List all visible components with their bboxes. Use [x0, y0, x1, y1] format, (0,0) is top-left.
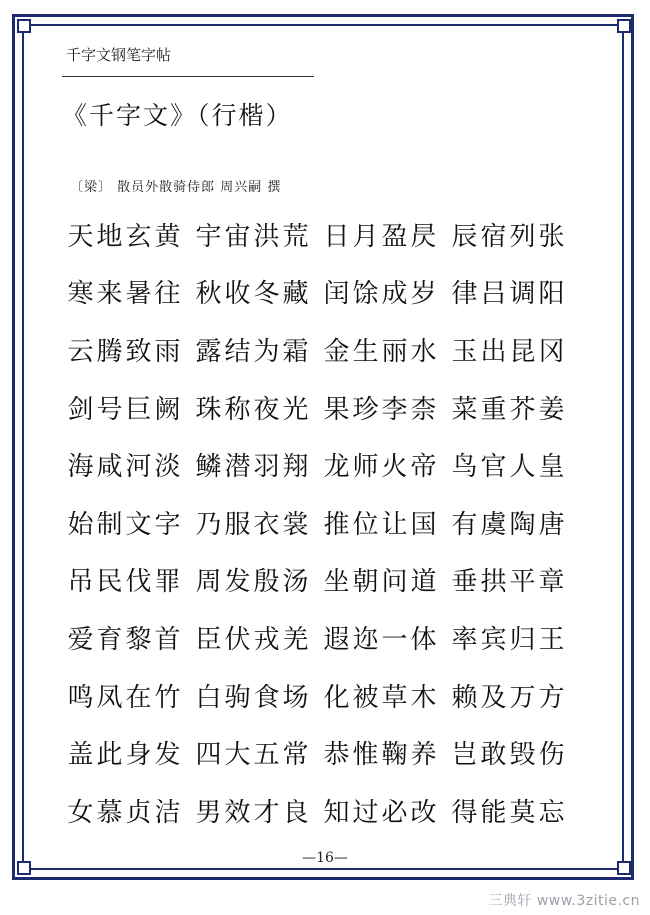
- calligraphy-character: 伤: [538, 740, 565, 771]
- calligraphy-character: 育: [96, 624, 123, 655]
- calligraphy-character: 场: [282, 682, 309, 713]
- calligraphy-character: 金: [323, 336, 350, 367]
- calligraphy-character: 鳞: [195, 452, 222, 483]
- calligraphy-character: 女: [67, 797, 94, 828]
- phrase-group: [446, 567, 574, 598]
- phrase-group: [318, 567, 446, 598]
- calligraphy-character: 莫: [509, 797, 536, 828]
- phrase-group: [446, 452, 574, 483]
- calligraphy-character: 珍: [352, 394, 379, 425]
- calligraphy-character: 辰: [451, 221, 478, 252]
- calligraphy-character: 柰: [410, 394, 437, 425]
- calligraphy-character: 殷: [253, 567, 280, 598]
- phrase-group: [62, 740, 190, 771]
- phrase-group: [62, 336, 190, 367]
- calligraphy-character: 珠: [195, 394, 222, 425]
- phrase-group: [318, 797, 446, 828]
- phrase-group: [446, 740, 574, 771]
- calligraphy-character: 地: [96, 221, 123, 252]
- header-divider: [62, 76, 314, 77]
- calligraphy-character: 体: [410, 624, 437, 655]
- calligraphy-character: 及: [480, 682, 507, 713]
- phrase-group: [190, 682, 318, 713]
- phrase-group: [190, 452, 318, 483]
- calligraphy-character: 首: [154, 624, 181, 655]
- page-number: —16—: [302, 850, 348, 866]
- calligraphy-character: 菜: [451, 394, 478, 425]
- calligraphy-character: 霜: [282, 336, 309, 367]
- text-row: [62, 323, 574, 381]
- calligraphy-character: 闰: [323, 279, 350, 310]
- border-corner-ornament: [617, 19, 631, 33]
- calligraphy-character: 羌: [282, 624, 309, 655]
- calligraphy-character: 黄: [154, 221, 181, 252]
- calligraphy-character: 章: [538, 567, 565, 598]
- phrase-group: [62, 624, 190, 655]
- book-header-title: 千字文钢笔字帖: [66, 46, 172, 64]
- calligraphy-character: 国: [410, 509, 437, 540]
- phrase-group: [446, 279, 574, 310]
- phrase-group: [190, 509, 318, 540]
- calligraphy-character: 万: [509, 682, 536, 713]
- calligraphy-character: 日: [323, 221, 350, 252]
- calligraphy-character: 宙: [224, 221, 251, 252]
- calligraphy-character: 盖: [67, 740, 94, 771]
- phrase-group: [190, 567, 318, 598]
- calligraphy-character: 才: [253, 797, 280, 828]
- phrase-group: [318, 279, 446, 310]
- calligraphy-character: 敢: [480, 740, 507, 771]
- calligraphy-character: 师: [352, 452, 379, 483]
- calligraphy-character: 平: [509, 567, 536, 598]
- calligraphy-character: 荒: [282, 221, 309, 252]
- calligraphy-character: 虞: [480, 509, 507, 540]
- calligraphy-character: 推: [323, 509, 350, 540]
- calligraphy-character: 皇: [538, 452, 565, 483]
- phrase-group: [190, 279, 318, 310]
- calligraphy-character: 李: [381, 394, 408, 425]
- calligraphy-character: 垂: [451, 567, 478, 598]
- calligraphy-character: 吕: [480, 279, 507, 310]
- phrase-group: [190, 740, 318, 771]
- calligraphy-character: 洁: [154, 797, 181, 828]
- calligraphy-character: 秋: [195, 279, 222, 310]
- calligraphy-character: 毁: [509, 740, 536, 771]
- calligraphy-character: 重: [480, 394, 507, 425]
- calligraphy-character: 姜: [538, 394, 565, 425]
- calligraphy-character: 王: [538, 624, 565, 655]
- calligraphy-character: 化: [323, 682, 350, 713]
- calligraphy-character: 咸: [96, 452, 123, 483]
- calligraphy-character: 潜: [224, 452, 251, 483]
- phrase-group: [446, 394, 574, 425]
- calligraphy-character: 成: [381, 279, 408, 310]
- calligraphy-character: 伐: [125, 567, 152, 598]
- calligraphy-character: 此: [96, 740, 123, 771]
- calligraphy-character: 宾: [480, 624, 507, 655]
- calligraphy-character: 龙: [323, 452, 350, 483]
- calligraphy-character: 云: [67, 336, 94, 367]
- calligraphy-character: 问: [381, 567, 408, 598]
- calligraphy-character: 寒: [67, 279, 94, 310]
- calligraphy-character: 列: [509, 221, 536, 252]
- calligraphy-character: 忘: [538, 797, 565, 828]
- calligraphy-character: 馀: [352, 279, 379, 310]
- calligraphy-character: 阳: [538, 279, 565, 310]
- calligraphy-character: 冈: [538, 336, 565, 367]
- calligraphy-character: 得: [451, 797, 478, 828]
- calligraphy-character: 芥: [509, 394, 536, 425]
- calligraphy-character: 河: [125, 452, 152, 483]
- calligraphy-character: 让: [381, 509, 408, 540]
- calligraphy-character: 位: [352, 509, 379, 540]
- calligraphy-character: 伏: [224, 624, 251, 655]
- calligraphy-character: 男: [195, 797, 222, 828]
- phrase-group: [318, 452, 446, 483]
- calligraphy-character: 鸟: [451, 452, 478, 483]
- text-row: [62, 208, 574, 266]
- calligraphy-character: 阙: [154, 394, 181, 425]
- calligraphy-character: 四: [195, 740, 222, 771]
- calligraphy-character: 羽: [253, 452, 280, 483]
- calligraphy-character: 道: [410, 567, 437, 598]
- text-row: [62, 669, 574, 727]
- phrase-group: [318, 740, 446, 771]
- calligraphy-character: 一: [381, 624, 408, 655]
- phrase-group: [62, 509, 190, 540]
- calligraphy-character: 凤: [96, 682, 123, 713]
- calligraphy-character: 良: [282, 797, 309, 828]
- calligraphy-character: 火: [381, 452, 408, 483]
- calligraphy-character: 恭: [323, 740, 350, 771]
- calligraphy-character: 盈: [381, 221, 408, 252]
- calligraphy-character: 常: [282, 740, 309, 771]
- calligraphy-character: 剑: [67, 394, 94, 425]
- calligraphy-character: 昃: [410, 221, 437, 252]
- calligraphy-character: 致: [125, 336, 152, 367]
- calligraphy-character: 果: [323, 394, 350, 425]
- text-row: [62, 496, 574, 554]
- calligraphy-character: 巨: [125, 394, 152, 425]
- calligraphy-character: 水: [410, 336, 437, 367]
- calligraphy-character: 冬: [253, 279, 280, 310]
- calligraphy-character: 爱: [67, 624, 94, 655]
- calligraphy-character: 文: [125, 509, 152, 540]
- calligraphy-character: 官: [480, 452, 507, 483]
- phrase-group: [190, 624, 318, 655]
- phrase-group: [190, 221, 318, 252]
- calligraphy-character: 字: [154, 509, 181, 540]
- calligraphy-character: 草: [381, 682, 408, 713]
- calligraphy-character: 身: [125, 740, 152, 771]
- calligraphy-character: 效: [224, 797, 251, 828]
- calligraphy-character: 五: [253, 740, 280, 771]
- calligraphy-character: 宇: [195, 221, 222, 252]
- calligraphy-character: 归: [509, 624, 536, 655]
- calligraphy-character: 生: [352, 336, 379, 367]
- calligraphy-character: 岂: [451, 740, 478, 771]
- calligraphy-character: 白: [195, 682, 222, 713]
- calligraphy-character: 始: [67, 509, 94, 540]
- calligraphy-grid: [62, 208, 574, 842]
- calligraphy-character: 率: [451, 624, 478, 655]
- calligraphy-character: 雨: [154, 336, 181, 367]
- calligraphy-character: 帝: [410, 452, 437, 483]
- phrase-group: [446, 624, 574, 655]
- phrase-group: [62, 797, 190, 828]
- calligraphy-character: 朝: [352, 567, 379, 598]
- calligraphy-character: 往: [154, 279, 181, 310]
- phrase-group: [190, 336, 318, 367]
- phrase-group: [190, 797, 318, 828]
- calligraphy-character: 称: [224, 394, 251, 425]
- calligraphy-character: 慕: [96, 797, 123, 828]
- calligraphy-character: 调: [509, 279, 536, 310]
- calligraphy-character: 黎: [125, 624, 152, 655]
- calligraphy-character: 藏: [282, 279, 309, 310]
- calligraphy-character: 为: [253, 336, 280, 367]
- calligraphy-character: 号: [96, 394, 123, 425]
- calligraphy-character: 天: [67, 221, 94, 252]
- phrase-group: [62, 221, 190, 252]
- calligraphy-character: 贞: [125, 797, 152, 828]
- calligraphy-character: 罪: [154, 567, 181, 598]
- calligraphy-character: 养: [410, 740, 437, 771]
- calligraphy-character: 大: [224, 740, 251, 771]
- calligraphy-character: 食: [253, 682, 280, 713]
- calligraphy-character: 发: [224, 567, 251, 598]
- calligraphy-character: 夜: [253, 394, 280, 425]
- text-row: [62, 438, 574, 496]
- phrase-group: [318, 394, 446, 425]
- calligraphy-character: 赖: [451, 682, 478, 713]
- calligraphy-character: 惟: [352, 740, 379, 771]
- calligraphy-character: 洪: [253, 221, 280, 252]
- calligraphy-character: 玄: [125, 221, 152, 252]
- calligraphy-character: 岁: [410, 279, 437, 310]
- phrase-group: [446, 797, 574, 828]
- calligraphy-character: 迩: [352, 624, 379, 655]
- calligraphy-character: 方: [538, 682, 565, 713]
- phrase-group: [446, 221, 574, 252]
- calligraphy-character: 鞠: [381, 740, 408, 771]
- calligraphy-character: 驹: [224, 682, 251, 713]
- calligraphy-character: 光: [282, 394, 309, 425]
- calligraphy-character: 露: [195, 336, 222, 367]
- phrase-group: [62, 394, 190, 425]
- calligraphy-character: 丽: [381, 336, 408, 367]
- calligraphy-character: 汤: [282, 567, 309, 598]
- phrase-group: [446, 336, 574, 367]
- text-row: [62, 554, 574, 612]
- calligraphy-character: 能: [480, 797, 507, 828]
- calligraphy-character: 坐: [323, 567, 350, 598]
- calligraphy-character: 张: [538, 221, 565, 252]
- calligraphy-character: 来: [96, 279, 123, 310]
- text-row: [62, 381, 574, 439]
- calligraphy-character: 发: [154, 740, 181, 771]
- phrase-group: [62, 682, 190, 713]
- calligraphy-character: 海: [67, 452, 94, 483]
- calligraphy-character: 乃: [195, 509, 222, 540]
- calligraphy-character: 裳: [282, 509, 309, 540]
- calligraphy-character: 遐: [323, 624, 350, 655]
- calligraphy-character: 民: [96, 567, 123, 598]
- phrase-group: [318, 624, 446, 655]
- calligraphy-character: 月: [352, 221, 379, 252]
- phrase-group: [318, 336, 446, 367]
- calligraphy-character: 拱: [480, 567, 507, 598]
- phrase-group: [318, 509, 446, 540]
- phrase-group: [446, 682, 574, 713]
- calligraphy-character: 臣: [195, 624, 222, 655]
- calligraphy-character: 腾: [96, 336, 123, 367]
- calligraphy-character: 鸣: [67, 682, 94, 713]
- calligraphy-character: 周: [195, 567, 222, 598]
- text-row: [62, 611, 574, 669]
- phrase-group: [62, 279, 190, 310]
- phrase-group: [318, 682, 446, 713]
- calligraphy-character: 出: [480, 336, 507, 367]
- calligraphy-character: 宿: [480, 221, 507, 252]
- calligraphy-character: 翔: [282, 452, 309, 483]
- text-row: [62, 726, 574, 784]
- author-attribution: 〔梁〕 散员外散骑侍郎 周兴嗣 撰: [70, 180, 282, 195]
- calligraphy-character: 有: [451, 509, 478, 540]
- calligraphy-character: 服: [224, 509, 251, 540]
- calligraphy-character: 陶: [509, 509, 536, 540]
- calligraphy-character: 衣: [253, 509, 280, 540]
- border-corner-ornament: [17, 19, 31, 33]
- text-row: [62, 266, 574, 324]
- calligraphy-character: 知: [323, 797, 350, 828]
- text-row: [62, 784, 574, 842]
- calligraphy-character: 暑: [125, 279, 152, 310]
- calligraphy-character: 律: [451, 279, 478, 310]
- site-watermark: 三典轩 www.3zitie.cn: [488, 893, 640, 909]
- calligraphy-character: 戎: [253, 624, 280, 655]
- phrase-group: [62, 452, 190, 483]
- calligraphy-character: 在: [125, 682, 152, 713]
- calligraphy-character: 过: [352, 797, 379, 828]
- calligraphy-character: 淡: [154, 452, 181, 483]
- phrase-group: [190, 394, 318, 425]
- calligraphy-character: 改: [410, 797, 437, 828]
- calligraphy-character: 制: [96, 509, 123, 540]
- calligraphy-character: 人: [509, 452, 536, 483]
- phrase-group: [446, 509, 574, 540]
- calligraphy-character: 被: [352, 682, 379, 713]
- calligraphy-character: 竹: [154, 682, 181, 713]
- calligraphy-character: 唐: [538, 509, 565, 540]
- phrase-group: [62, 567, 190, 598]
- page-title: 《千字文》（行楷）: [62, 101, 293, 130]
- phrase-group: [318, 221, 446, 252]
- calligraphy-character: 玉: [451, 336, 478, 367]
- calligraphy-character: 吊: [67, 567, 94, 598]
- calligraphy-character: 结: [224, 336, 251, 367]
- calligraphy-character: 收: [224, 279, 251, 310]
- calligraphy-character: 木: [410, 682, 437, 713]
- calligraphy-character: 必: [381, 797, 408, 828]
- calligraphy-character: 昆: [509, 336, 536, 367]
